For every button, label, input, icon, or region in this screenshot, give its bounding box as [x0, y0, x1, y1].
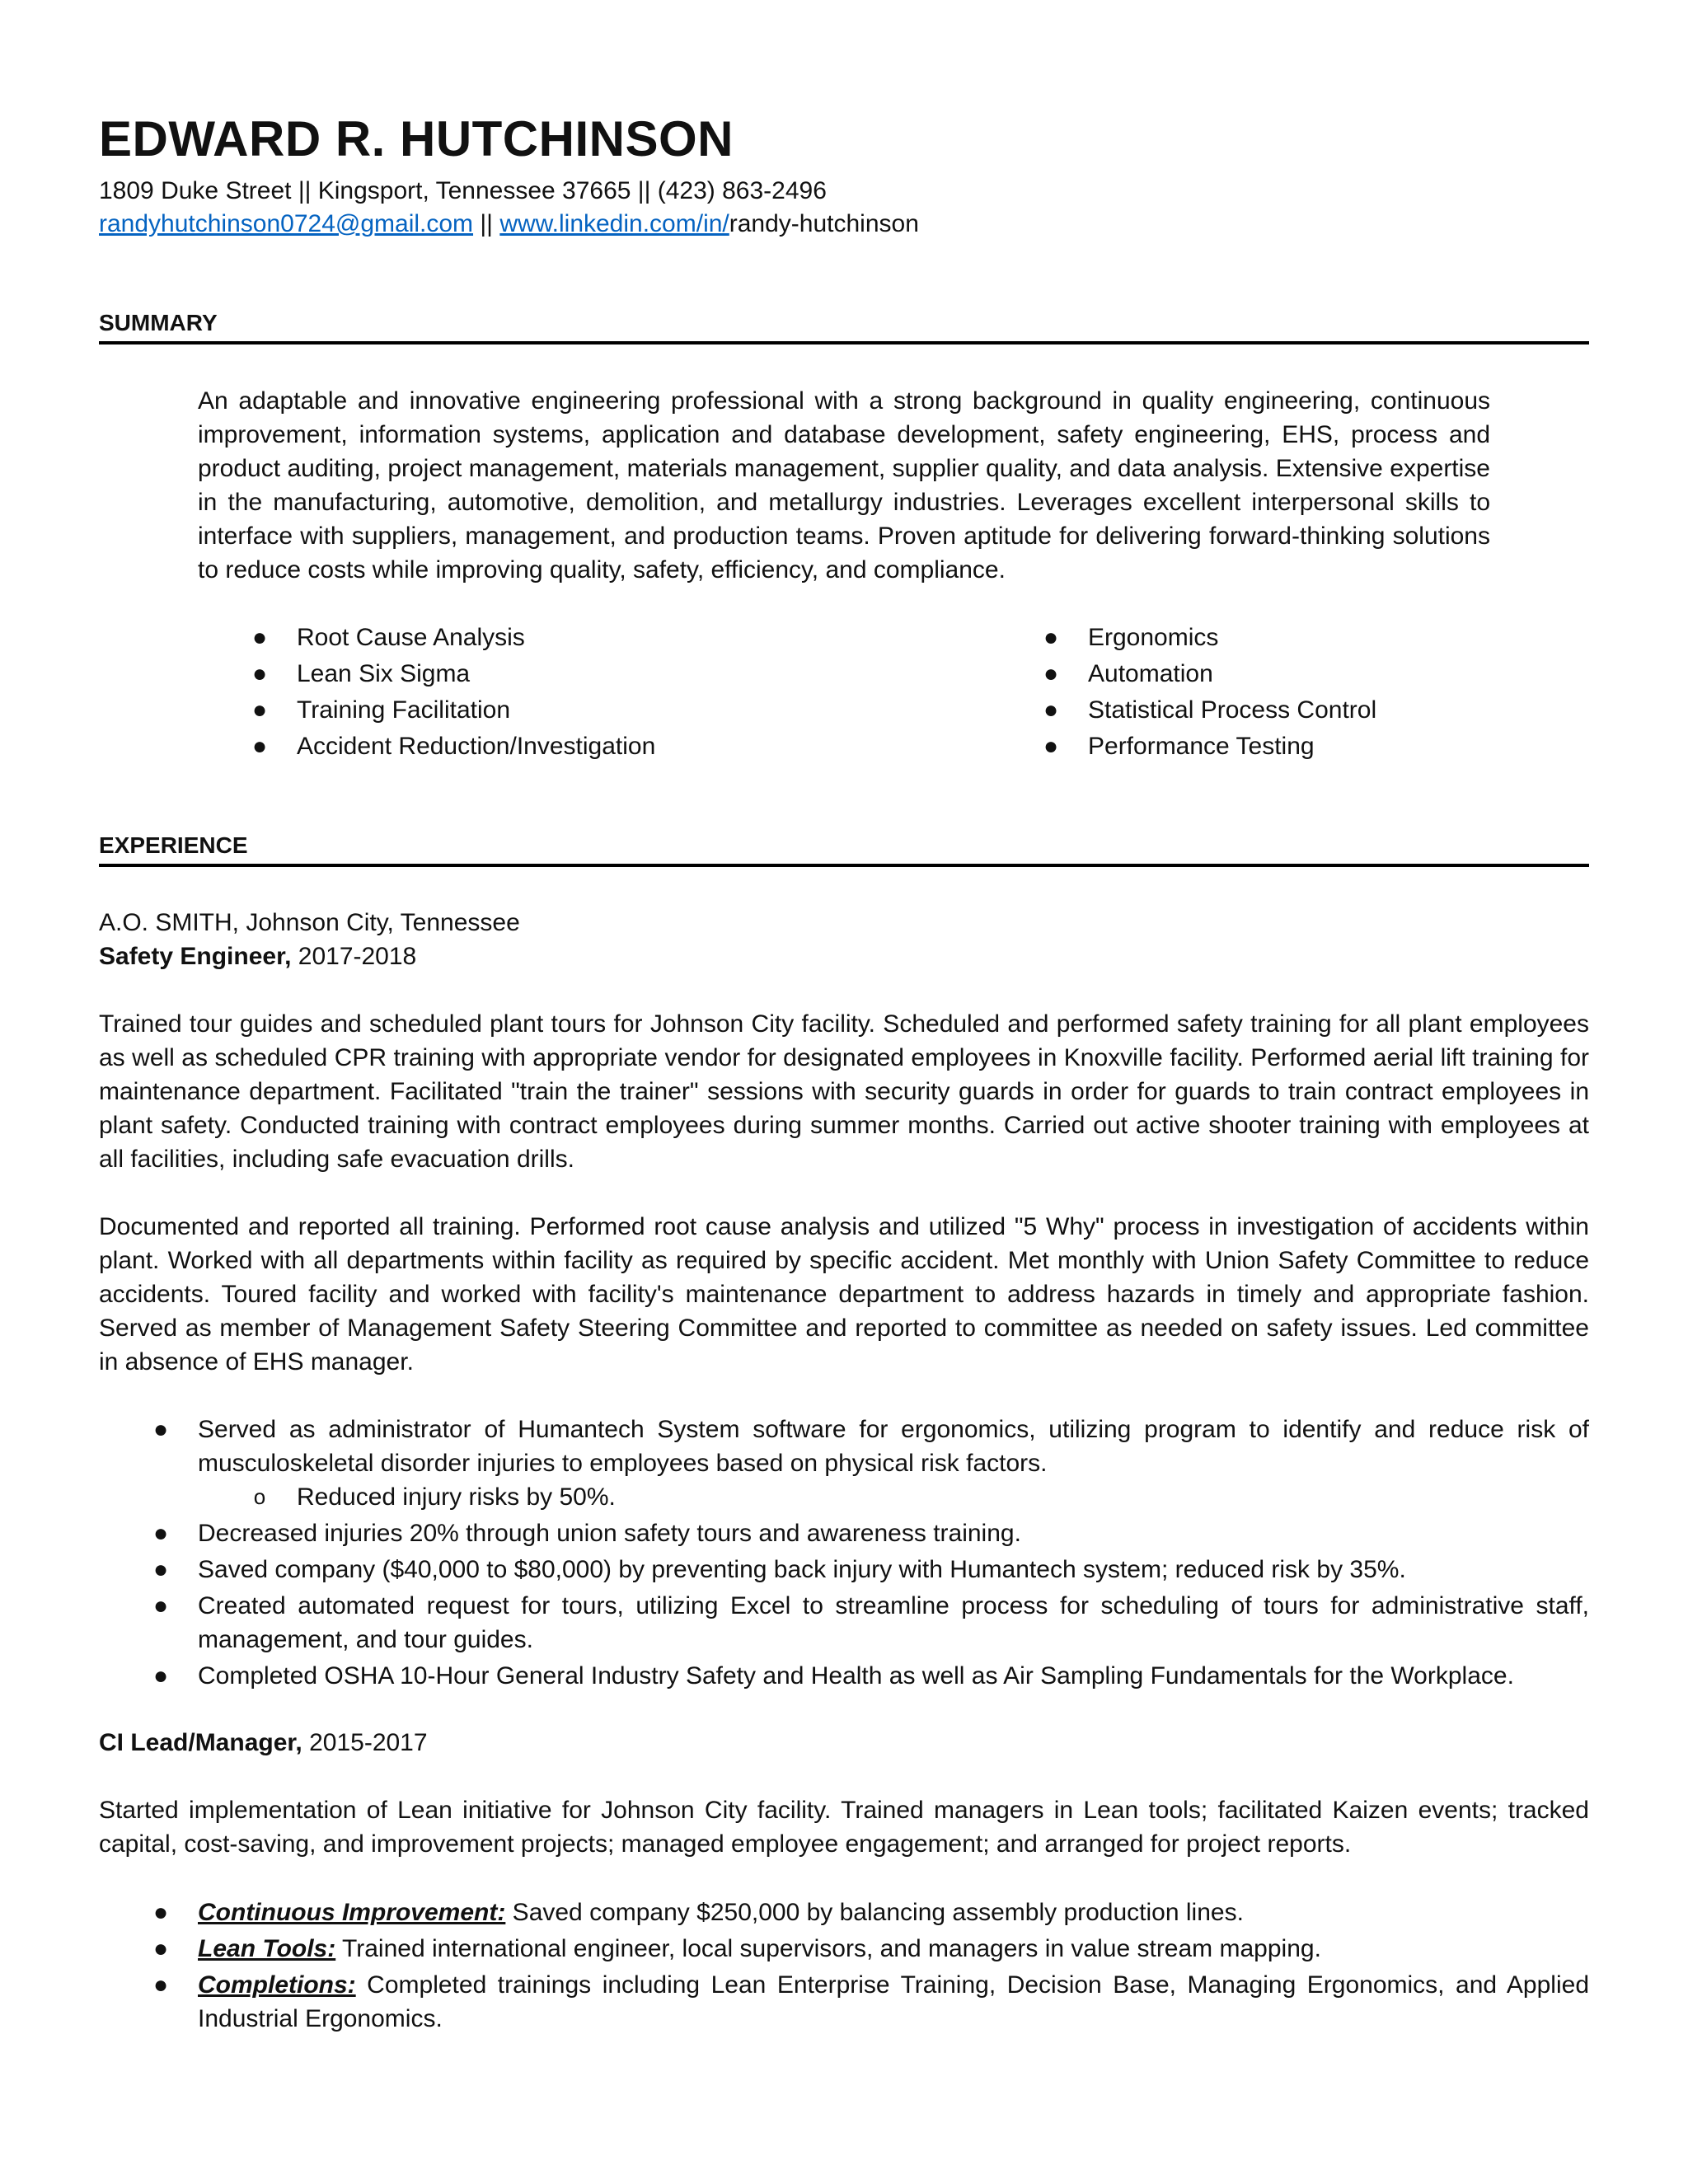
bullet-icon: ●	[251, 733, 268, 760]
contact-separator: ||	[473, 210, 500, 237]
list-item: ● Continuous Improvement: Saved company $250,000 by balancing assembly production lines.	[198, 1896, 1589, 1929]
bullet-icon: ●	[1043, 660, 1059, 687]
linkedin-handle: randy-hutchinson	[729, 210, 919, 237]
summary-heading: SUMMARY	[99, 310, 1589, 344]
list-item: ● Completed OSHA 10-Hour General Industry Safety and Health as well as Air Sampling Fundamentals for the Workplace.	[198, 1659, 1589, 1693]
role-line-safety-engineer	[99, 940, 1589, 973]
list-item: ● Created automated request for tours, utilizing Excel to streamline process for scheduling of tours for administrative staff, management, and tour guides.	[198, 1589, 1589, 1657]
list-item: ● Saved company ($40,000 to $80,000) by preventing back injury with Humantech system; reduced risk by 35%.	[198, 1553, 1589, 1586]
sub-list-item: o Reduced injury risks by 50%.	[297, 1480, 1589, 1514]
list-item: ● Accident Reduction/Investigation	[297, 729, 791, 765]
list-item: ● Automation	[1088, 656, 1582, 692]
bullet-icon: ●	[152, 1935, 169, 1962]
email-link[interactable]: randyhutchinson0724@gmail.com	[99, 210, 474, 237]
summary-text: An adaptable and innovative engineering professional with a strong background in quality engineering, continuous improvement, information systems, application and database development, safety engineering, EHS, process and product auditing, project management, materials management, supplier quality, and data analysis. Extensive expertise in the manufacturing, automotive, demolition, and metallurgy industries. Leverages excellent interpersonal skills to interface with suppliers, management, and production teams. Proven aptitude for delivering forward-thinking solutions to reduce costs while improving quality, safety, efficiency, and compliance.	[198, 387, 1490, 583]
list-item: ● Training Facilitation	[297, 692, 791, 729]
bullet-icon: ●	[251, 660, 268, 687]
bullet-icon: ●	[251, 624, 268, 651]
role-dates: 2015-2017	[302, 1729, 428, 1756]
bullet-icon: ●	[152, 1520, 169, 1547]
role1-paragraph-2: Documented and reported all training. Performed root cause analysis and utilized "5 Why" process in investigation of accidents within plant. Worked with all departments within facility as required by specific accident. Met monthly with Union Safety Committee to reduce accidents. Toured facility and worked with facility's maintenance department to address hazards in timely and appropriate fashion. Served as member of Management Safety Steering Committee and reported to committee as needed on safety issues. Led committee in absence of EHS manager.	[99, 1213, 1589, 1376]
role-title: Safety Engineer,	[99, 943, 292, 970]
role-title: CI Lead/Manager,	[99, 1729, 302, 1756]
skills-list-left	[251, 620, 791, 765]
list-item: ● Statistical Process Control	[1088, 692, 1582, 729]
list-item: ● Served as administrator of Humantech System software for ergonomics, utilizing program to identify and reduce risk of musculoskeletal disorder injuries to employees based on physical risk factors. o Reduced injury risks by 50%.	[198, 1413, 1589, 1514]
online-contact-line	[99, 208, 919, 241]
bullet-icon: ●	[1043, 624, 1059, 651]
role-dates: 2017-2018	[291, 943, 417, 970]
bullet-icon: ●	[152, 1899, 169, 1926]
circle-bullet-icon: o	[253, 1484, 266, 1509]
candidate-name: EDWARD R. HUTCHINSON	[99, 111, 734, 166]
bullet-icon: ●	[152, 1556, 169, 1583]
bullet-icon: ●	[152, 1662, 169, 1690]
bullet-icon: ●	[152, 1416, 169, 1443]
bullet-icon: ●	[251, 696, 268, 724]
skills-list-right	[1043, 620, 1582, 765]
list-item: ● Completions: Completed trainings including Lean Enterprise Training, Decision Base, Managing Ergonomics, and Applied Industrial Ergonomics.	[198, 1968, 1589, 2036]
list-item: ● Lean Six Sigma	[297, 656, 791, 692]
bullet-icon: ●	[1043, 733, 1059, 760]
role2-achievements	[152, 1896, 1589, 2038]
list-item: ● Performance Testing	[1088, 729, 1582, 765]
list-item: ● Root Cause Analysis	[297, 620, 791, 656]
role-line-ci-lead	[99, 1726, 428, 1760]
linkedin-link[interactable]: www.linkedin.com/in/	[499, 210, 729, 237]
bullet-icon: ●	[152, 1971, 169, 1999]
list-item: ● Lean Tools: Trained international engineer, local supervisors, and managers in value stream mapping.	[198, 1932, 1589, 1966]
company-line: A.O. SMITH, Johnson City, Tennessee	[99, 909, 520, 936]
bullet-icon: ●	[1043, 696, 1059, 724]
role1-achievements	[152, 1413, 1589, 1695]
bullet-icon: ●	[152, 1592, 169, 1619]
list-item: ● Ergonomics	[1088, 620, 1582, 656]
contact-block	[99, 175, 919, 241]
list-item: ● Decreased injuries 20% through union safety tours and awareness training.	[198, 1516, 1589, 1550]
role1-paragraph-1: Trained tour guides and scheduled plant tours for Johnson City facility. Scheduled and performed safety training for all plant employees as well as scheduled CPR training with appropriate vendor for designated employees in Knoxville facility. Performed aerial lift training for maintenance department. Facilitated "train the trainer" sessions with security guards in order for guards to train contract employees in plant safety. Conducted training with contract employees during summer months. Carried out active shooter training with employees at all facilities, including safe evacuation drills.	[99, 1010, 1589, 1173]
experience-heading: EXPERIENCE	[99, 832, 1589, 867]
sub-list	[253, 1480, 1589, 1514]
address-line: 1809 Duke Street || Kingsport, Tennessee 37665 || (423) 863-2496	[99, 177, 827, 204]
company-block	[99, 906, 1589, 973]
role2-paragraph-1: Started implementation of Lean initiative for Johnson City facility. Trained managers in Lean tools; facilitated Kaizen events; tracked capital, cost-saving, and improvement projects; managed employee engagement; and arranged for project reports.	[99, 1797, 1589, 1858]
